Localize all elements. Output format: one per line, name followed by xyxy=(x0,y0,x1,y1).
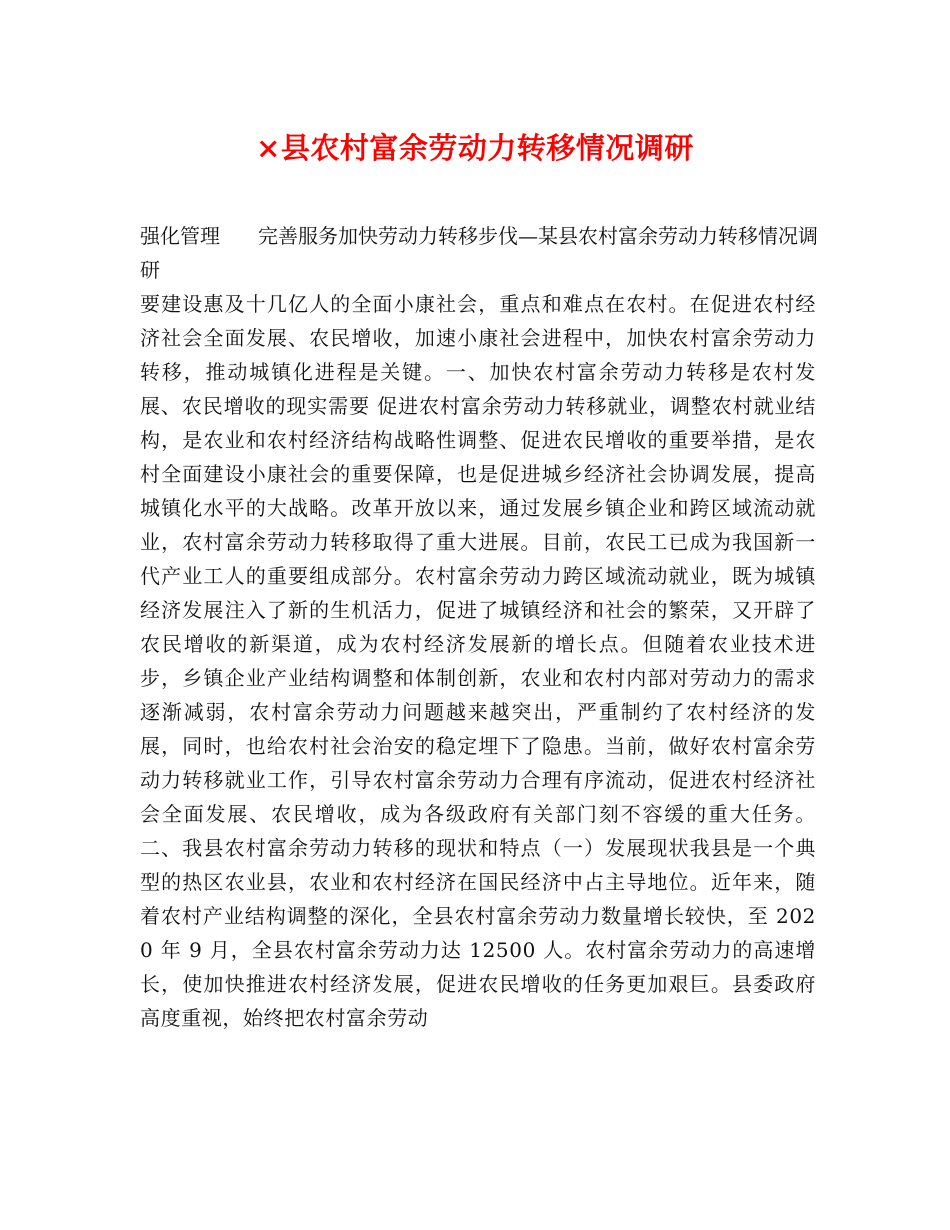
subtitle-part-1: 强化管理 xyxy=(140,224,220,248)
document-title: ×县农村富余劳动力转移情况调研 xyxy=(256,131,694,165)
document-body-paragraph: 要建设惠及十几亿人的全面小康社会，重点和难点在农村。在促进农村经济社会全面发展、农民增收，加速小康社会进程中，加快农村富余劳动力转移，推动城镇化进程是关键。一、加快农村富余劳动力转移是农村发展、农民增收的现实需要 促进农村富余劳动力转移就业，调整农村就业结构，是农业和农村经济结构战略性调整、促进农民增收的重要举措，是农村全面建设小康社会的重要保障，也是促进城乡经济社会协调发展，提高城镇化水平的大战略。改革开放以来，通过发展乡镇企业和跨区域流动就业，农村富余劳动力转移取得了重大进展。目前，农民工已成为我国新一代产业工人的重要组成部分。农村富余劳动力跨区域流动就业，既为城镇经济发展注入了新的生机活力，促进了城镇经济和社会的繁荣，又开辟了农民增收的新渠道，成为农村经济发展新的增长点。但随着农业技术进步，乡镇企业产业结构调整和体制创新，农业和农村内部对劳动力的需求逐渐减弱，农村富余劳动力问题越来越突出，严重制约了农村经济的发展，同时，也给农村社会治安的稳定埋下了隐患。当前，做好农村富余劳动力转移就业工作，引导农村富余劳动力合理有序流动，促进农村经济社会全面发展、农民增收，成为各级政府有关部门刻不容缓的重大任务。二、我县农村富余劳动力转移的现状和特点（一）发展现状我县是一个典型的热区农业县，农业和农村经济在国民经济中占主导地位。近年来，随着农村产业结构调整的深化，全县农村富余劳动力数量增长较快，至 2020 年 9 月，全县农村富余劳动力达 12500 人。农村富余劳动力的高速增长，使加快推进农村经济发展，促进农民增收的任务更加艰巨。县委政府高度重视，始终把农村富余劳动 xyxy=(140,292,816,1030)
subtitle-part-2: 完善服务加快劳动力转移步伐—某县农村富余劳动力转移情况调研 xyxy=(140,224,818,282)
document-subtitle xyxy=(140,219,820,287)
